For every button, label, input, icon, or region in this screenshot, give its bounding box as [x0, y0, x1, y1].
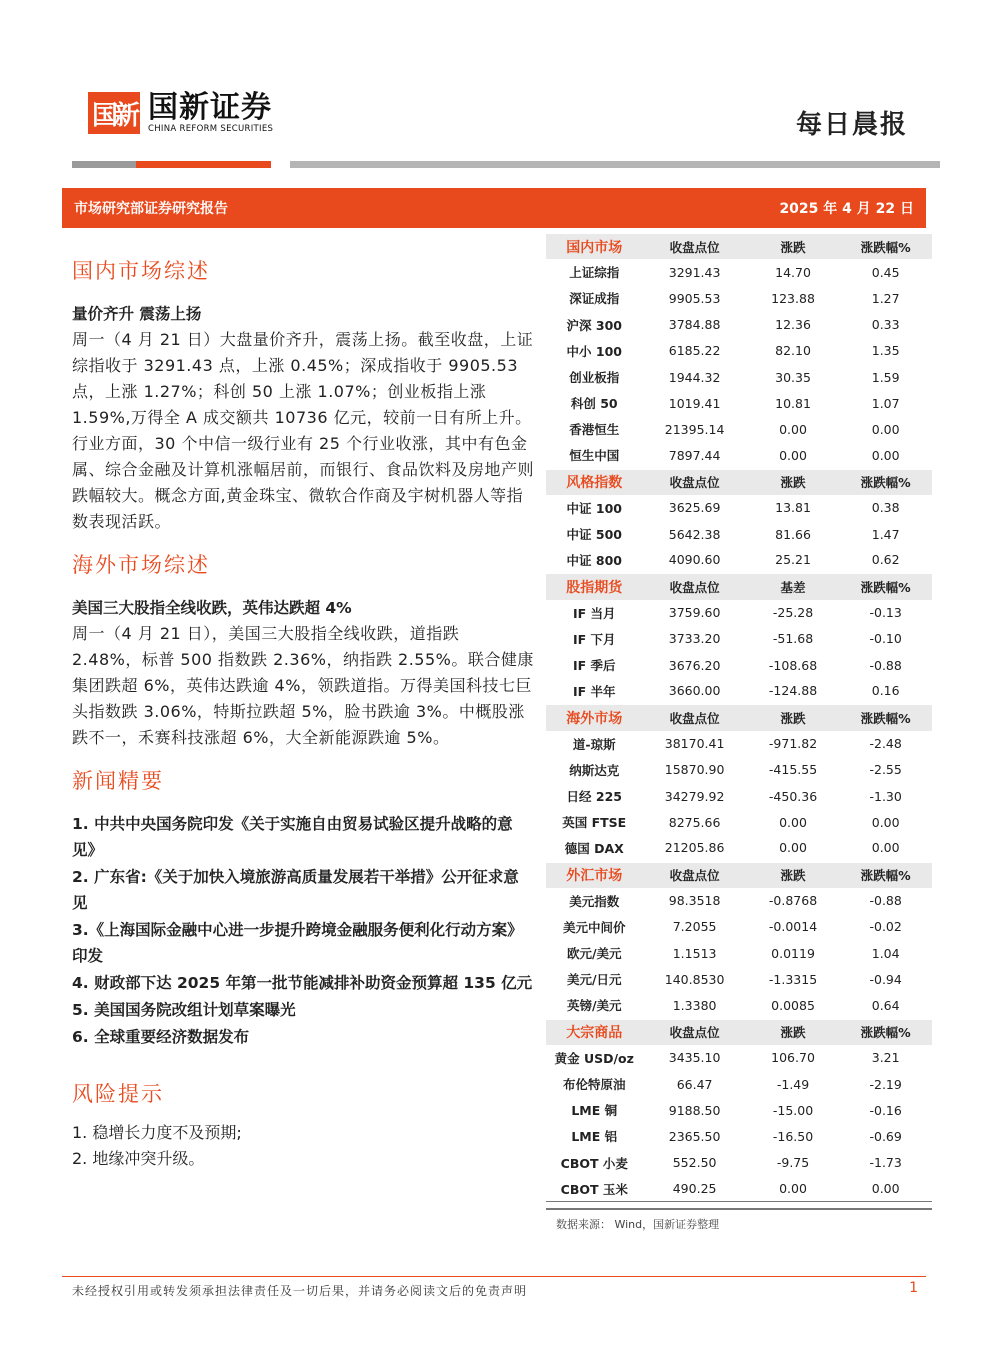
- table-cell: 1.35: [871, 343, 900, 359]
- table-cell: 6185.22: [668, 343, 721, 359]
- table-cell: 3.21: [871, 1050, 900, 1066]
- risk-item: 2. 地缘冲突升级。: [72, 1149, 205, 1168]
- table-cell: 15870.90: [664, 762, 725, 778]
- table-row-label: 科创 50: [570, 396, 618, 412]
- divider: [136, 161, 271, 168]
- table-group-header: [546, 1019, 932, 1045]
- domestic-paragraph: 周一（4 月 21 日）大盘量价齐升，震荡上扬。截至收盘，上证综指收于 3291.43 点，上涨 0.45%；深成指收于 9905.53 点，上涨 1.27%；科创 50 上涨 1.07%；创业板指上涨 1.59%,万得全 A 成交额共 10736 亿元，较前一日有所上升。: [72, 330, 534, 427]
- overseas-subtitle: 美国三大股指全线收跌，英伟达跌超 4%: [72, 599, 352, 617]
- table-cell: 10.81: [775, 395, 811, 411]
- table-cell: 3660.00: [643, 678, 747, 704]
- footer-divider: [62, 1276, 926, 1277]
- table-row: [546, 312, 932, 338]
- table-row-label: 德国 DAX: [546, 835, 643, 861]
- table-cell: 3733.20: [668, 631, 721, 647]
- table-cell: 7.2055: [672, 919, 717, 935]
- table-row: [546, 259, 932, 285]
- table-cell: 0.0085: [747, 992, 840, 1018]
- table-row-label: CBOT 玉米: [546, 1176, 643, 1202]
- table-cell: 30.35: [775, 369, 811, 385]
- table-cell: 140.8530: [664, 971, 725, 987]
- news-item: 3.《上海国际金融中心进一步提升跨境金融服务便利化行动方案》印发: [72, 921, 523, 965]
- table-header-cell: 涨跌: [747, 1019, 840, 1045]
- table-header-cell: 涨跌幅%: [839, 573, 932, 599]
- table-cell: -51.68: [772, 631, 814, 647]
- table-row: [546, 1176, 932, 1202]
- table-cell: -1.73: [869, 1155, 902, 1171]
- table-cell: -1.49: [776, 1076, 810, 1092]
- table-cell: -0.13: [869, 605, 902, 621]
- table-cell: -2.55: [869, 762, 902, 778]
- table-row: [546, 495, 932, 521]
- table-cell: 0.00: [747, 835, 840, 861]
- news-item: 4. 财政部下达 2025 年第一批节能减排补助资金预算超 135 亿元: [72, 974, 533, 992]
- table-header-cell: 涨跌幅%: [839, 862, 932, 888]
- table-cell: 9905.53: [668, 290, 721, 306]
- table-header-cell: 涨跌: [747, 704, 840, 730]
- table-cell: 0.00: [839, 1176, 932, 1202]
- table-group-header: [546, 573, 932, 599]
- table-row-label: IF 下月: [572, 631, 616, 647]
- table-row-label: IF 季后: [572, 658, 616, 674]
- table-cell: -2.48: [869, 736, 902, 752]
- table-row-label: 中证 100: [566, 500, 622, 516]
- table-cell: -415.55: [768, 762, 818, 778]
- table-row-label: 中证 500: [566, 527, 622, 543]
- table-cell: 1.1513: [672, 945, 717, 961]
- table-row-label: 美元指数: [569, 893, 620, 909]
- table-cell: 3759.60: [668, 605, 721, 621]
- table-cell: -0.10: [869, 631, 902, 647]
- table-cell: 123.88: [771, 290, 815, 306]
- table-row-label: 恒生中国: [546, 443, 643, 469]
- table-cell: 25.21: [747, 547, 840, 573]
- table-row: [546, 1071, 932, 1097]
- table-row-label: 中小 100: [566, 343, 622, 359]
- table-row: [546, 547, 932, 573]
- table-group-header: [546, 233, 932, 259]
- table-cell: 3435.10: [668, 1050, 721, 1066]
- table-row: [546, 626, 932, 652]
- table-cell: 3291.43: [668, 264, 721, 280]
- table-row-label: 英国 FTSE: [562, 815, 627, 831]
- table-row: [546, 416, 932, 442]
- table-cell: 0.00: [871, 814, 900, 830]
- table-header-cell: 收盘点位: [643, 1019, 747, 1045]
- section-title-risk: 风险提示: [72, 1082, 164, 1106]
- table-cell: -971.82: [768, 736, 818, 752]
- table-row: [546, 390, 932, 416]
- table-row: [546, 1097, 932, 1123]
- table-header-cell: 国内市场: [546, 233, 643, 259]
- table-header-cell: 涨跌幅%: [839, 469, 932, 495]
- table-header-cell: 基差: [747, 573, 840, 599]
- table-header-cell: 涨跌: [747, 469, 840, 495]
- table-header-cell: 海外市场: [546, 704, 643, 730]
- table-group-header: [546, 704, 932, 730]
- news-item: 1. 中共中央国务院印发《关于实施自由贸易试验区提升战略的意见》: [72, 815, 513, 859]
- table-row: [546, 1123, 932, 1149]
- table-cell: 1944.32: [668, 369, 721, 385]
- table-header-cell: 股指期货: [546, 573, 643, 599]
- table-cell: 106.70: [771, 1050, 815, 1066]
- table-cell: -0.02: [869, 919, 902, 935]
- market-data-table: [546, 232, 932, 1202]
- table-cell: -15.00: [772, 1102, 814, 1118]
- table-row-label: 深证成指: [569, 291, 620, 307]
- table-row-label: 美元中间价: [562, 919, 626, 935]
- table-row-label: 上证综指: [569, 265, 620, 281]
- table-row: [546, 835, 932, 861]
- table-cell: 1.47: [871, 526, 900, 542]
- news-item: 2. 广东省:《关于加快入境旅游高质量发展若干举措》公开征求意见: [72, 868, 519, 912]
- divider: [72, 161, 136, 168]
- table-header-cell: 涨跌: [747, 862, 840, 888]
- table-header-cell: 涨跌幅%: [839, 704, 932, 730]
- table-cell: 38170.41: [664, 736, 725, 752]
- table-cell: 1.27: [871, 290, 900, 306]
- table-row: [546, 285, 932, 311]
- table-header-cell: 涨跌: [747, 233, 840, 259]
- table-row: [546, 521, 932, 547]
- logo-cn: 国新证券: [148, 90, 272, 125]
- section-title-news: 新闻精要: [72, 769, 164, 793]
- table-cell: -0.94: [869, 971, 902, 987]
- table-cell: 490.25: [643, 1176, 747, 1202]
- table-cell: 5642.38: [668, 526, 721, 542]
- table-row: [546, 731, 932, 757]
- table-row: [546, 914, 932, 940]
- news-item: 6. 全球重要经济数据发布: [72, 1028, 250, 1046]
- table-cell: -16.50: [772, 1128, 814, 1144]
- table-row-label: 日经 225: [566, 789, 622, 805]
- table-row-label: 沪深 300: [566, 317, 622, 333]
- table-cell: -450.36: [768, 788, 818, 804]
- section-title-domestic: 国内市场综述: [72, 259, 210, 283]
- table-cell: 81.66: [775, 526, 811, 542]
- table-header-cell: 大宗商品: [546, 1019, 643, 1045]
- table-row-label: 纳斯达克: [569, 762, 620, 778]
- overseas-paragraph: 周一（4 月 21 日），美国三大股指全线收跌，道指跌 2.48%，标普 500 指数跌 2.36%，纳指跌 2.55%。联合健康集团跌超 6%，英伟达跌逾 4%，领跌道指。万得美国科技七巨头指数跌 3.06%，特斯拉跌超 5%，脸书跌逾 3%。中概股涨跌不一，禾赛科技涨超 6%，大全新能源跌逾 5%。: [72, 624, 534, 747]
- table-row: [546, 1045, 932, 1071]
- section-title-overseas: 海外市场综述: [72, 553, 210, 577]
- table-header-cell: 收盘点位: [643, 704, 747, 730]
- table-header-cell: 风格指数: [546, 469, 643, 495]
- table-cell: 0.00: [779, 421, 807, 437]
- table-row: [546, 757, 932, 783]
- table-cell: -25.28: [772, 605, 814, 621]
- table-row: [546, 992, 932, 1018]
- table-row-label: LME 铝: [571, 1129, 618, 1145]
- table-header-cell: 收盘点位: [643, 573, 747, 599]
- table-row: [546, 940, 932, 966]
- table-row: [546, 652, 932, 678]
- table-cell: 13.81: [775, 500, 811, 516]
- table-cell: -108.68: [768, 657, 818, 673]
- table-cell: 0.0119: [771, 945, 815, 961]
- table-cell: -0.88: [869, 657, 902, 673]
- table-row-label: 欧元/美元: [566, 946, 622, 962]
- table-cell: 0.62: [839, 547, 932, 573]
- table-cell: 12.36: [775, 317, 811, 333]
- logo-mark: 国新: [88, 92, 140, 134]
- table-cell: 34279.92: [664, 788, 725, 804]
- table-cell: 1.04: [871, 945, 900, 961]
- table-cell: 14.70: [775, 264, 811, 280]
- table-row-label: 道-琼斯: [572, 736, 616, 752]
- news-item: 5. 美国国务院改组计划草案曝光: [72, 1001, 296, 1019]
- table-cell: 1.07: [871, 395, 900, 411]
- domestic-subtitle: 量价齐升 震荡上扬: [72, 305, 202, 323]
- divider: [290, 161, 940, 168]
- footer-disclaimer: 未经授权引用或转发须承担法律责任及一切后果，并请务必阅读文后的免责声明: [72, 1284, 528, 1298]
- table-cell: 3625.69: [668, 500, 721, 516]
- risk-list: [72, 1120, 534, 1172]
- table-cell: 3676.20: [668, 657, 721, 673]
- table-cell: 3784.88: [668, 317, 721, 333]
- table-header-cell: 涨跌幅%: [839, 233, 932, 259]
- table-cell: 0.00: [747, 443, 840, 469]
- table-row-label: CBOT 小麦: [560, 1155, 628, 1171]
- table-cell: 0.00: [839, 835, 932, 861]
- table-cell: 2365.50: [668, 1128, 721, 1144]
- table-row-label: IF 半年: [546, 678, 643, 704]
- news-list: [72, 811, 534, 1050]
- table-cell: 82.10: [775, 343, 811, 359]
- table-row: [546, 364, 932, 390]
- data-source: 数据来源： Wind，国新证券整理: [546, 1208, 932, 1232]
- table-cell: -0.69: [869, 1128, 902, 1144]
- table-header-cell: 涨跌幅%: [839, 1019, 932, 1045]
- table-row: [546, 678, 932, 704]
- table-cell: 21395.14: [664, 421, 725, 437]
- table-header-cell: 收盘点位: [643, 469, 747, 495]
- table-row: [546, 338, 932, 364]
- table-cell: 21205.86: [643, 835, 747, 861]
- table-cell: 1.3380: [643, 992, 747, 1018]
- table-row-label: 黄金 USD/oz: [554, 1050, 634, 1066]
- table-cell: 4090.60: [643, 547, 747, 573]
- table-cell: 0.45: [871, 264, 900, 280]
- table-row: [546, 966, 932, 992]
- logo-en: CHINA REFORM SECURITIES: [148, 124, 274, 134]
- table-group-header: [546, 862, 932, 888]
- table-cell: -1.30: [869, 788, 902, 804]
- risk-item: 1. 稳增长力度不及预期;: [72, 1123, 242, 1142]
- table-cell: -0.16: [869, 1102, 902, 1118]
- table-cell: 0.16: [839, 678, 932, 704]
- table-cell: -0.88: [869, 893, 902, 909]
- table-cell: 0.00: [839, 443, 932, 469]
- table-row-label: 香港恒生: [569, 422, 620, 438]
- table-cell: -2.19: [869, 1076, 902, 1092]
- table-cell: 0.33: [871, 317, 900, 333]
- report-banner: [62, 188, 926, 228]
- table-header-cell: 收盘点位: [643, 862, 747, 888]
- domestic-paragraph: 行业方面，30 个中信一级行业有 25 个行业收涨，其中有色金属、综合金融及计算机涨幅居前，而银行、食品饮料及房地产则跌幅较大。概念方面,黄金珠宝、微软合作商及宇树机器人等指数表现活跃。: [72, 434, 535, 531]
- table-row-label: 美元/日元: [566, 972, 622, 988]
- market-data-column: [546, 232, 932, 1232]
- commentary-column: [72, 255, 534, 1172]
- table-cell: 98.3518: [668, 893, 721, 909]
- table-cell: 552.50: [672, 1155, 717, 1171]
- table-row-label: 创业板指: [569, 370, 620, 386]
- document-type: 每日晨报: [795, 110, 908, 140]
- table-cell: -124.88: [747, 678, 840, 704]
- table-cell: -0.0014: [768, 919, 818, 935]
- banner-date: 2025 年 4 月 22 日: [779, 201, 914, 217]
- table-row-label: LME 铜: [571, 1103, 618, 1119]
- banner-department: 市场研究部证券研究报告: [74, 201, 228, 217]
- table-cell: 7897.44: [643, 443, 747, 469]
- table-cell: 1.59: [871, 369, 900, 385]
- table-cell: 0.00: [779, 814, 807, 830]
- table-row: [546, 888, 932, 914]
- table-row: [546, 1150, 932, 1176]
- table-cell: 0.64: [839, 992, 932, 1018]
- table-row-label: IF 当月: [572, 605, 616, 621]
- table-row: [546, 809, 932, 835]
- page-number: 1: [909, 1280, 918, 1296]
- table-group-header: [546, 469, 932, 495]
- table-cell: 0.38: [871, 500, 900, 516]
- table-cell: 1019.41: [668, 395, 721, 411]
- table-cell: -0.8768: [768, 893, 818, 909]
- table-cell: -9.75: [776, 1155, 810, 1171]
- table-header-cell: 收盘点位: [643, 233, 747, 259]
- table-cell: -1.3315: [768, 971, 818, 987]
- table-cell: 8275.66: [668, 814, 721, 830]
- table-row: [546, 443, 932, 469]
- company-logo: [88, 92, 273, 134]
- table-row-label: 布伦特原油: [562, 1077, 626, 1093]
- table-row-label: 中证 800: [546, 547, 643, 573]
- table-row-label: 英镑/美元: [546, 992, 643, 1018]
- table-cell: 9188.50: [668, 1102, 721, 1118]
- table-row: [546, 783, 932, 809]
- table-cell: 0.00: [871, 421, 900, 437]
- table-row: [546, 600, 932, 626]
- table-cell: 66.47: [676, 1076, 713, 1092]
- table-cell: 0.00: [747, 1176, 840, 1202]
- table-header-cell: 外汇市场: [546, 862, 643, 888]
